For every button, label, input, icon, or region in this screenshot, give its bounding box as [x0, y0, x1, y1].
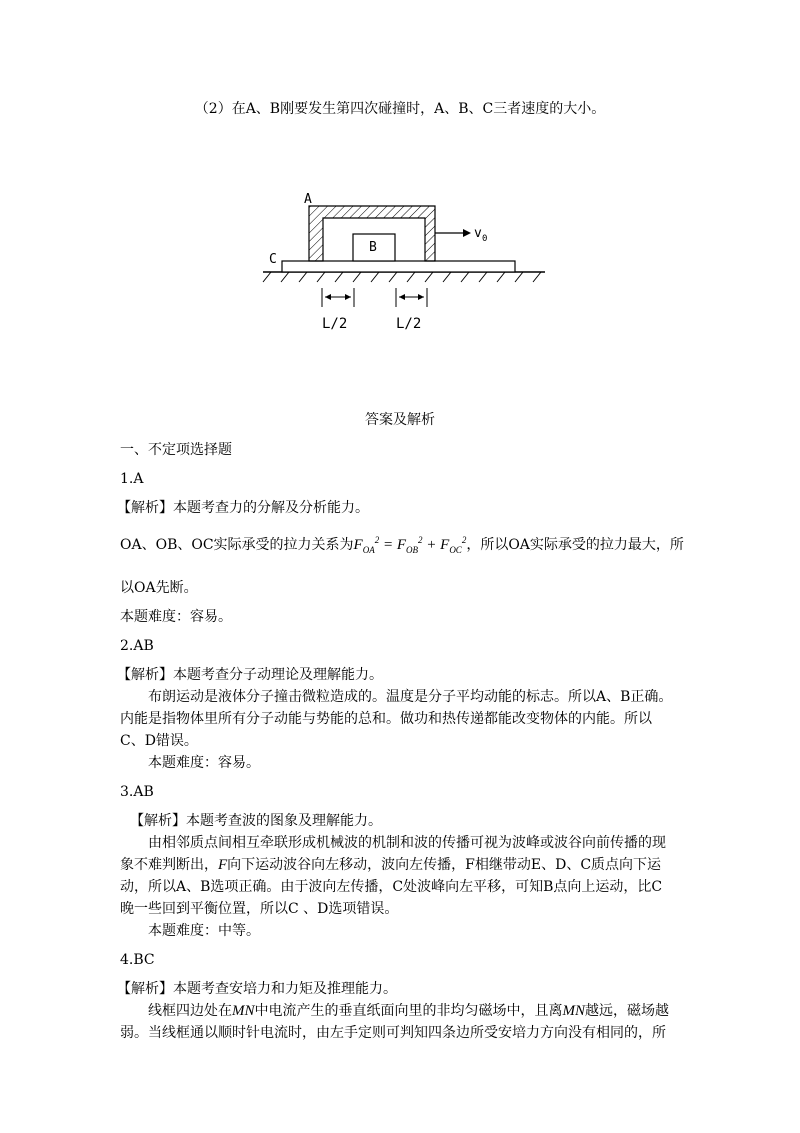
q4-jiexi: 【解析】本题考查安培力和力矩及推理能力。 [117, 981, 397, 997]
q1-line1 [120, 530, 684, 560]
q1-formula: $F_{OA}^2 = F_{OB}^2 + F_{OC}^2$ [353, 535, 467, 555]
velocity-arrowhead [463, 229, 471, 237]
label-c: C [269, 252, 277, 267]
dim-left-label: L/2 [322, 316, 348, 332]
label-v: v [474, 226, 482, 241]
label-v-sub: 0 [482, 234, 488, 244]
dim-right-label: L/2 [396, 316, 422, 332]
q4-p2: 弱。当线框通以顺时针电流时，由左手定则可判知四条边所受安培力方向没有相同的，所 [120, 1025, 666, 1041]
q2-p2: 内能是指物体里所有分子动能与势能的总和。做功和热传递都能改变物体的内能。所以 [120, 711, 652, 727]
q2-jiexi: 【解析】本题考查分子动理论及理解能力。 [117, 667, 383, 683]
question-part2: （2）在A、B刚要发生第四次碰撞时，A、B、C三者速度的大小。 [194, 101, 606, 117]
section-title: 一、不定项选择题 [120, 442, 232, 458]
q4-p1: 线框四边处在MN中电流产生的垂直纸面向里的非均匀磁场中，且离MN越远，磁场越 [148, 1003, 669, 1019]
q1-line2: 以OA先断。 [120, 580, 198, 596]
q2-p3: C、D错误。 [120, 733, 198, 749]
q1-number: 1.A [120, 471, 144, 487]
q3-p2: 象不难判断出，F向下运动波谷向左移动，波向左传播，F相继带动E、D、C质点向下运 [120, 857, 662, 873]
ground-hatch [263, 272, 541, 282]
answers-heading: 答案及解析 [365, 412, 435, 428]
label-a: A [304, 192, 312, 207]
board-c [282, 261, 515, 272]
q2-p1: 布朗运动是液体分子撞击微粒造成的。温度是分子平均动能的标志。所以A、B正确。 [148, 689, 673, 705]
q1-difficulty: 本题难度：容易。 [120, 609, 232, 625]
q4-number: 4.BC [120, 952, 155, 968]
q2-number: 2.AB [120, 638, 154, 654]
label-b: B [369, 240, 377, 255]
q1-text-pre: OA、OB、OC实际承受的拉力关系为 [120, 537, 354, 553]
physics-diagram [255, 185, 555, 335]
q3-difficulty: 本题难度：中等。 [148, 923, 260, 939]
q3-p3: 动，所以A、B选项正确。由于波向左传播，C处波峰向左平移，可知B点向上运动，比C [120, 879, 663, 895]
q2-difficulty: 本题难度：容易。 [148, 755, 260, 771]
q1-jiexi: 【解析】本题考查力的分解及分析能力。 [117, 500, 369, 516]
q3-number: 3.AB [120, 784, 154, 800]
q3-p1: 由相邻质点间相互牵联形成机械波的机制和波的传播可视为波峰或波谷向前传播的现 [148, 835, 666, 851]
q1-text-post: ，所以OA实际承受的拉力最大，所 [466, 537, 684, 553]
q3-jiexi: 【解析】本题考查波的图象及理解能力。 [130, 813, 382, 829]
q3-p4: 晚一些回到平衡位置，所以C 、D选项错误。 [120, 901, 399, 917]
